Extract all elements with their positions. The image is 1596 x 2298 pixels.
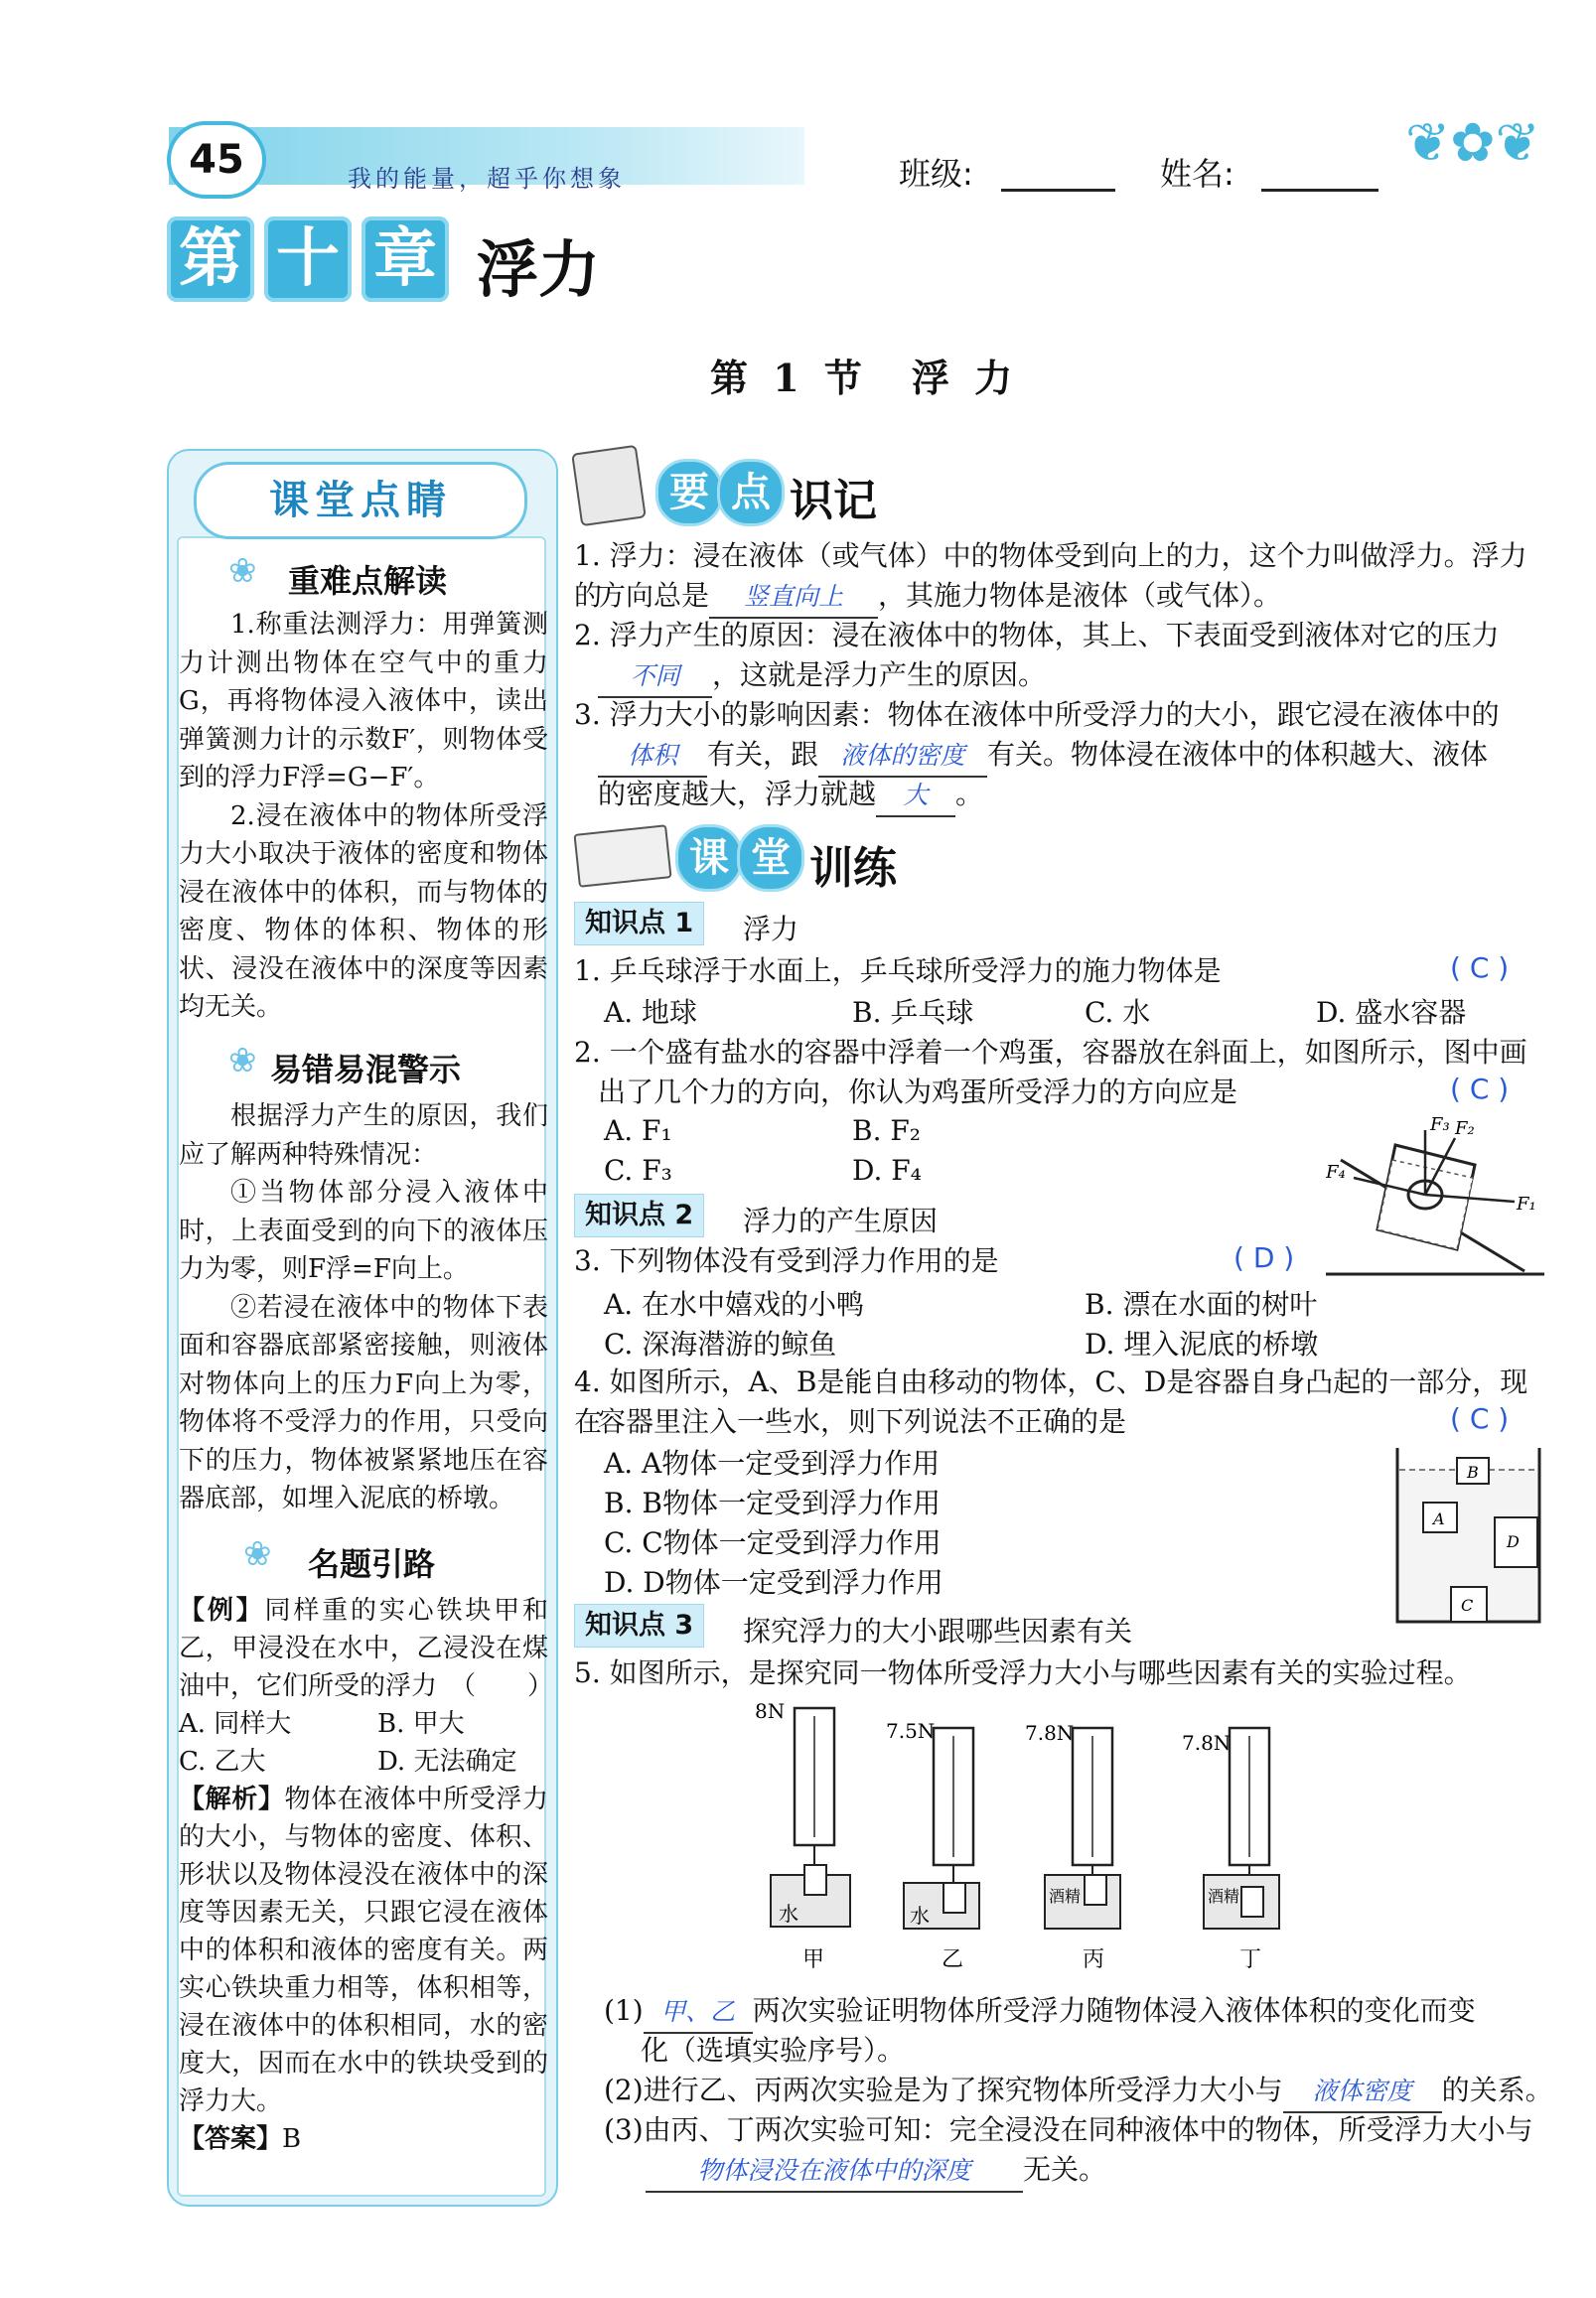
liquid-ding: 酒精 bbox=[1208, 1887, 1240, 1906]
heading-common-mistakes: 易错易混警示 bbox=[270, 1051, 462, 1088]
question-3-answer: ( D ) bbox=[1233, 1241, 1295, 1274]
q2-option-a: A. F₁ bbox=[604, 1114, 672, 1147]
example-option-a: A. 同样大 bbox=[179, 1709, 292, 1739]
keypoint-1-line-b: 方向总是 竖直向上 ，其施力物体是液体（或气体）。 bbox=[598, 576, 1561, 619]
class-label: 班级: bbox=[899, 155, 973, 193]
keypoints-bubble-2: 点 bbox=[717, 459, 785, 526]
q3-option-b: B. 漂在水面的树叶 bbox=[1085, 1288, 1318, 1321]
keypoint-2-line-b: 不同 ，这就是浮力产生的原因。 bbox=[598, 655, 1561, 698]
keypoint-3-line-a: 3. 浮力大小的影响因素：物体在液体中所受浮力的大小，跟它浸在液体中的 bbox=[574, 698, 1500, 731]
liquid-jia: 水 bbox=[779, 1902, 798, 1926]
label-f3: F₃ bbox=[1430, 1114, 1450, 1135]
class-blank bbox=[1001, 189, 1115, 192]
keypoint-2-fill: 不同 bbox=[598, 656, 712, 698]
label-bing: 丙 bbox=[1083, 1947, 1105, 1972]
label-f2: F₂ bbox=[1455, 1118, 1475, 1139]
knowledge-point-2-title: 浮力的产生原因 bbox=[743, 1205, 939, 1237]
analysis-tag: 【解析】 bbox=[179, 1785, 285, 1814]
chapter-name: 浮力 bbox=[477, 233, 601, 306]
analysis-text: 【解析】物体在液体中所受浮力的大小，与物体的密度、体积、形状以及物体浸没在液体中的深度等因素无关，只跟它浸在液体中的体积和液体的密度有关。两实心铁块重力相等，体积相等，浸在液体中的体积相同，水的密度大，因而在水中的铁块受到的浮力大。 bbox=[179, 1785, 548, 2116]
question-5-part-3a: (3)由丙、丁两次实验可知：完全浸没在同种液体中的物体，所受浮力大小与 bbox=[604, 2113, 1533, 2146]
question-2-line-a: 2. 一个盛有盐水的容器中浮着一个鸡蛋，容器放在斜面上，如图所示，图中画 bbox=[574, 1036, 1527, 1069]
q1-option-c: C. 水 bbox=[1085, 996, 1151, 1029]
q5-part-3-fill: 物体浸没在液体中的深度 bbox=[646, 2151, 1023, 2193]
setup-bing bbox=[1025, 1721, 1120, 1972]
header-slogan: 我的能量，超乎你想象 bbox=[348, 165, 626, 193]
reading-bing: 7.8N bbox=[1025, 1721, 1075, 1745]
keypoint-2-line-a: 2. 浮力产生的原因：浸在液体中的物体，其上、下表面受到液体对它的压力 bbox=[574, 619, 1500, 651]
keypoint-3-fill-1: 体积 bbox=[598, 736, 707, 778]
label-ding: 丁 bbox=[1239, 1947, 1262, 1972]
figure-container-objects bbox=[1395, 1448, 1544, 1627]
q4-option-a: A. A物体一定受到浮力作用 bbox=[604, 1447, 941, 1480]
answer-line: 【答案】B bbox=[179, 2124, 302, 2154]
left-text-block-2 bbox=[179, 1097, 548, 1518]
question-4-line-a: 4. 如图所示，A、B是能自由移动的物体，C、D是容器自身凸起的一部分，现在 bbox=[574, 1365, 1528, 1438]
label-d: D bbox=[1507, 1532, 1520, 1551]
keypoint-3-line-b: 体积 有关，跟 液体的密度 有关。物体浸在液体中的体积越大、液体 bbox=[598, 735, 1561, 778]
q2-option-b: B. F₂ bbox=[852, 1114, 922, 1147]
example-options-row-1 bbox=[179, 1705, 548, 1743]
liquid-yi: 水 bbox=[910, 1904, 930, 1928]
keypoints-bubble-1: 要 bbox=[655, 459, 723, 526]
flourish-ornament-icon: ❦✿❦ bbox=[1405, 111, 1540, 174]
example-options-row-2 bbox=[179, 1743, 548, 1781]
left-para-1: 1.称重法测浮力：用弹簧测力计测出物体在空气中的重力G，再将物体浸入液体中，读出弹簧测力计的示数F′，则物体受到的浮力F浮=G−F′。 bbox=[179, 610, 548, 792]
knowledge-point-3-title: 探究浮力的大小跟哪些因素有关 bbox=[743, 1615, 1133, 1648]
knowledge-point-1-tag: 知识点 1 bbox=[574, 902, 704, 945]
question-5-part-1b: 化（选填实验序号）。 bbox=[641, 2034, 906, 2067]
question-5-part-1: (1) 甲、乙 两次实验证明物体所受浮力随物体浸入液体体积的变化而变 bbox=[604, 1991, 1567, 2034]
question-4-answer: ( C ) bbox=[1450, 1402, 1510, 1435]
question-1-answer: ( C ) bbox=[1450, 951, 1510, 984]
left-para-3: 根据浮力产生的原因，我们应了解两种特殊情况： bbox=[179, 1101, 548, 1170]
reading-yi: 7.5N bbox=[886, 1719, 936, 1743]
question-5: 5. 如图所示，是探究同一物体所受浮力大小与哪些因素有关的实验过程。 bbox=[574, 1656, 1472, 1689]
block bbox=[804, 1865, 826, 1895]
section-title: 第 1 节 浮 力 bbox=[710, 356, 1019, 400]
books-icon bbox=[573, 824, 671, 888]
knowledge-point-2-tag: 知识点 2 bbox=[574, 1194, 704, 1237]
reading-ding: 7.8N bbox=[1182, 1731, 1232, 1755]
chapter-char-3: 章 bbox=[362, 216, 449, 302]
heading-famous-problems: 名题引路 bbox=[308, 1545, 436, 1583]
butterfly-icon: ❀ bbox=[243, 1534, 272, 1574]
q4-option-c: C. C物体一定受到浮力作用 bbox=[604, 1526, 942, 1559]
butterfly-icon: ❀ bbox=[228, 1041, 257, 1080]
q4-option-d: D. D物体一定受到浮力作用 bbox=[604, 1566, 943, 1599]
keypoint-3-fill-3: 大 bbox=[876, 776, 955, 817]
left-text-block-1 bbox=[179, 606, 548, 1027]
q3-option-d: D. 埋入泥底的桥墩 bbox=[1085, 1328, 1319, 1361]
label-c: C bbox=[1461, 1596, 1474, 1615]
q3-option-a: A. 在水中嬉戏的小鸭 bbox=[604, 1288, 865, 1321]
question-1: 1. 乒乓球浮于水面上，乒乓球所受浮力的施力物体是 bbox=[574, 954, 1222, 987]
example-tag: 【例】 bbox=[179, 1596, 265, 1626]
question-4-line-b: 容器里注入一些水，则下列说法不正确的是 bbox=[598, 1405, 1127, 1438]
answer-tag: 【答案】 bbox=[179, 2124, 283, 2154]
butterfly-icon: ❀ bbox=[228, 551, 257, 591]
training-bubble-2: 堂 bbox=[737, 824, 804, 892]
notepad-pencil-icon bbox=[571, 445, 647, 526]
left-panel-title: 课堂点睛 bbox=[194, 462, 527, 539]
q5-part-2-fill: 液体密度 bbox=[1283, 2072, 1442, 2113]
label-f1: F₁ bbox=[1517, 1194, 1536, 1215]
liquid-bing: 酒精 bbox=[1049, 1887, 1082, 1906]
q1-option-b: B. 乒乓球 bbox=[852, 996, 974, 1029]
q1-option-a: A. 地球 bbox=[604, 996, 698, 1029]
left-para-5: ②若浸在液体中的物体下表面和容器底部紧密接触，则液体对物体向上的压力F向上为零，物体将不受浮力的作用，只受向下的压力，物体被紧紧地压在容器底部，如埋入泥底的桥墩。 bbox=[179, 1292, 548, 1513]
training-bubble-1: 课 bbox=[675, 824, 743, 892]
name-label: 姓名: bbox=[1160, 155, 1234, 193]
label-a: A bbox=[1433, 1509, 1445, 1528]
keypoint-1-line-a: 1. 浮力：浸在液体（或气体）中的物体受到向上的力，这个力叫做浮力。浮力的 bbox=[574, 539, 1527, 612]
knowledge-point-3-tag: 知识点 3 bbox=[574, 1604, 704, 1648]
figure-spring-scales bbox=[755, 1698, 1371, 1986]
example-text: 【例】同样重的实心铁块甲和乙，甲浸没在水中，乙浸没在煤油中，它们所受的浮力 （ ） bbox=[179, 1596, 554, 1701]
q2-option-c: C. F₃ bbox=[604, 1154, 672, 1187]
heading-key-points: 重难点解读 bbox=[288, 562, 448, 600]
keypoints-banner-title: 识记 bbox=[790, 476, 877, 526]
question-5-part-2: (2)进行乙、丙两次实验是为了探究物体所受浮力大小与 液体密度 的关系。 bbox=[604, 2071, 1567, 2113]
q4-option-b: B. B物体一定受到浮力作用 bbox=[604, 1487, 941, 1519]
example-option-b: B. 甲大 bbox=[377, 1709, 465, 1739]
q1-option-d: D. 盛水容器 bbox=[1316, 996, 1467, 1029]
chapter-char-2: 十 bbox=[264, 216, 352, 302]
keypoint-3-line-c: 的密度越大，浮力就越 大 。 bbox=[598, 775, 1561, 817]
reading-jia: 8N bbox=[755, 1699, 786, 1723]
question-5-part-3b: 物体浸没在液体中的深度 无关。 bbox=[646, 2150, 1596, 2193]
setup-yi bbox=[886, 1719, 979, 1972]
keypoint-3-fill-2: 液体的密度 bbox=[818, 736, 987, 778]
label-b: B bbox=[1467, 1463, 1479, 1482]
q3-option-c: C. 深海潜游的鲸鱼 bbox=[604, 1328, 837, 1361]
block bbox=[943, 1883, 965, 1913]
setup-jia bbox=[755, 1699, 850, 1972]
setup-ding bbox=[1182, 1728, 1279, 1972]
chapter-char-1: 第 bbox=[167, 216, 254, 302]
knowledge-point-1-title: 浮力 bbox=[743, 913, 799, 945]
q5-part-1-fill: 甲、乙 bbox=[644, 1992, 753, 2034]
label-jia: 甲 bbox=[802, 1947, 825, 1972]
label-yi: 乙 bbox=[942, 1947, 964, 1972]
question-2-line-b: 出了几个力的方向，你认为鸡蛋所受浮力的方向应是 bbox=[598, 1076, 1238, 1108]
left-example-block bbox=[179, 1592, 554, 2158]
keypoint-1-fill: 竖直向上 bbox=[709, 577, 878, 619]
block bbox=[1085, 1875, 1106, 1905]
label-f4: F₄ bbox=[1326, 1162, 1346, 1183]
left-para-4: ①当物体部分浸入液体中时，上表面受到的向下的液体压力为零，则F浮=F向上。 bbox=[179, 1178, 548, 1284]
left-para-2: 2.浸在液体中的物体所受浮力大小取决于液体的密度和物体浸在液体中的体积，而与物体的密度、物体的体积、物体的形状、浸没在液体中的深度等因素均无关。 bbox=[179, 800, 548, 1022]
q2-option-d: D. F₄ bbox=[852, 1154, 922, 1187]
name-blank bbox=[1261, 189, 1378, 192]
block bbox=[1241, 1887, 1263, 1917]
question-3: 3. 下列物体没有受到浮力作用的是 bbox=[574, 1244, 999, 1277]
question-2-answer: ( C ) bbox=[1450, 1073, 1510, 1105]
example-option-c: C. 乙大 bbox=[179, 1747, 266, 1777]
training-banner-title: 训练 bbox=[809, 843, 897, 894]
page-number: 45 bbox=[167, 121, 266, 199]
example-option-d: D. 无法确定 bbox=[377, 1747, 517, 1777]
